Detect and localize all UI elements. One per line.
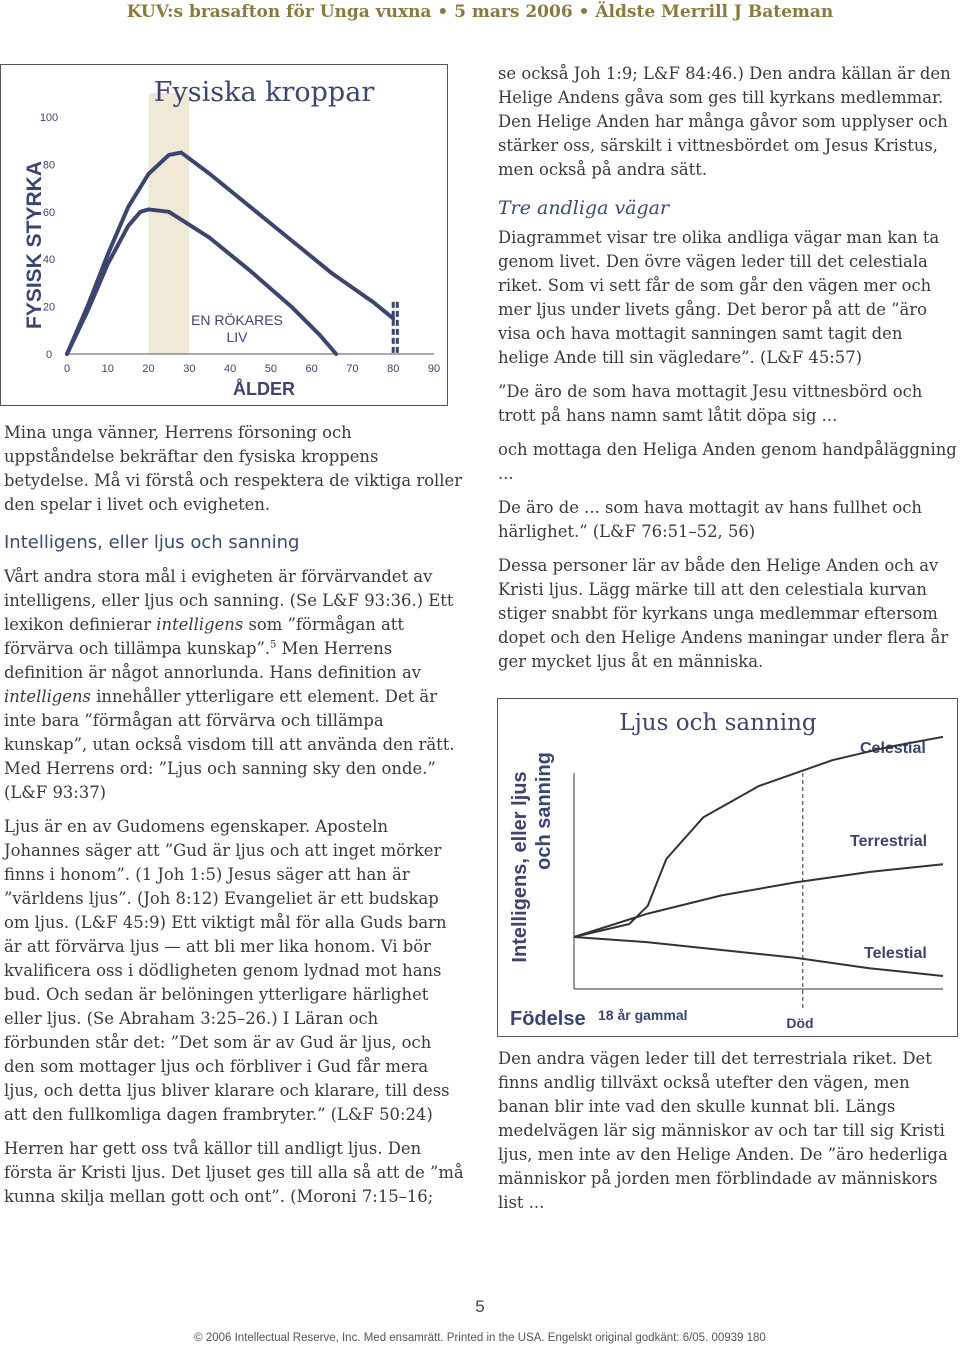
intelligence-paragraph: Vårt andra stora mål i evigheten är förvärvandet av intelligens, eller ljus och sanning. (Se L&F 93:36.) Ett lexikon definierar intelligens som ”förmågan att förvärva och tillämpa kunskap”.$^5$ Men Herrens definition är något annorlunda. Hans definition av intelligens innehåller ytterligare ett element. Det är inte bara ”förmågan att förvärva och tillämpa kunskap”, utan också visdom till att använda den rätt. Med Herrens ord: ”Ljus och sanning sky den onde.” (L&F 93:37) xyxy=(4,567,455,802)
chart1-svg xyxy=(1,65,449,407)
y-tick-label: 0 xyxy=(45,349,53,361)
terrestrial-paragraph: Den andra vägen leder till det terrestriala riket. Det finns andlig tillväxt också utefter den vägen, men banan blir inte vad den skulle kunnat bli. Längs medelvägen lär sig människor av och tar till sig Kristi ljus, men inte av den Helige Anden. De ”äro hederliga människor på jorden men förblindade av människors list ... xyxy=(498,1049,948,1212)
continuation-paragraph: se också Joh 1:9; L&F 84:46.) Den andra källan är den Helige Andens gåva som ges till kyrkans medlemmar. Den Helige Anden har många gåvor som upplyser och stärker oss, särskilt i vittnesbördet om Jesus Kristus, men också på andra sätt. xyxy=(498,64,951,179)
running-header: KUV:s brasafton för Unga vuxna • 5 mars 2006 • Äldste Merrill J Bateman xyxy=(126,2,834,22)
copyright-line: © 2006 Intellectual Reserve, Inc. Med ensamrätt. Printed in the USA. Engelskt original godkänt: 6/05. 00939 180 xyxy=(194,1332,766,1344)
section-heading-paths: Tre andliga vägar xyxy=(498,197,670,219)
chart1-ylabel: FYSISK STYRKA xyxy=(23,160,46,330)
terrestrial-curve xyxy=(574,864,943,937)
telestial-label: Telestial xyxy=(864,945,927,962)
quote-2: och mottaga den Heliga Anden genom handpåläggning ... xyxy=(498,440,957,483)
chart2-title: Ljus och sanning xyxy=(619,710,817,736)
x-tick-label: 60 xyxy=(305,363,318,375)
x-tick-label: 90 xyxy=(427,363,441,375)
chart2-ylabel-line1: Intelligens, eller ljus xyxy=(509,771,531,963)
section-heading-intelligence: Intelligens, eller ljus och sanning xyxy=(4,532,300,553)
age-18-label: 18 år gammal xyxy=(598,1007,688,1023)
celestial-paragraph: Dessa personer lär av både den Helige Anden och av Kristi ljus. Lägg märke till att den celestiala kurvan stiger snabbt för kyrkans unga medlemmar eftersom dopet och den Helige Andens maningar under flera år ger mycket ljus åt en människa. xyxy=(498,556,949,671)
light-paragraph: Ljus är en av Gudomens egenskaper. Aposteln Johannes säger att ”Gud är ljus och att inget mörker finns i honom”. (1 Joh 1:5) Jesus säger att han är ”världens ljus”. (Joh 8:12) Evangeliet är ett budskap om ljus. (L&F 45:9) Ett viktigt mål för alla Guds barn är att förvärva ljus — att bli mer lika honom. Vi bör kvalificera oss i dödligheten genom lydnad mot hans bud. Och sedan är belöningen ytterligare härlighet eller ljus. (Se Abraham 3:25–26.) I Läran och förbunden står det: ”Det som är av Gud är ljus, och den som mottager ljus och förbliver i Gud får mera ljus, och detta ljus bliver klarare och klarare, till dess att den fullkomliga dagen frambryter.” (L&F 50:24) xyxy=(4,817,450,1124)
y-tick-label: 20 xyxy=(42,301,56,314)
quote-3: De äro de ... som hava mottagit av hans fullhet och härlighet.” (L&F 76:51–52, 56) xyxy=(498,498,922,541)
paths-paragraph: Diagrammet visar tre olika andliga vägar man kan ta genom livet. Den övre vägen leder till det celestiala riket. Som vi sett får de som går den vägen mer och mer ljus under livets gång. Det beror på att de ”äro visa och hava mottagit sanningen samt tagit den helige Ande till sin vägledare”. (L&F 45:57) xyxy=(498,228,940,367)
x-tick-label: 40 xyxy=(223,363,237,375)
intro-paragraph: Mina unga vänner, Herrens försoning och uppståndelse bekräftar den fysiska kroppens betydelse. Må vi förstå och respektera de viktiga roller den spelar i livet och evigheten. xyxy=(4,423,463,514)
right-column xyxy=(498,62,958,674)
celestial-label: Celestial xyxy=(860,740,926,757)
x-tick-label: 70 xyxy=(346,363,359,375)
chart1-title: Fysiska kroppar xyxy=(153,77,375,108)
birth-label: Födelse xyxy=(510,1008,586,1030)
chart2-ylabel-line2: och sanning xyxy=(533,752,555,870)
y-tick-label: 80 xyxy=(42,159,56,172)
chart2-svg xyxy=(498,699,959,1038)
smoker-label: EN RÖKARES LIV xyxy=(191,312,283,345)
quote-1: ”De äro de som hava mottagit Jesu vittnesbörd och trott på hans namn samt låtit döpa sig ... xyxy=(498,382,923,425)
terrestrial-paragraph-block xyxy=(498,1047,958,1215)
x-tick-label: 50 xyxy=(264,363,278,375)
age-band-highlight xyxy=(149,93,190,354)
chart1-xlabel: ÅLDER xyxy=(233,379,295,399)
chart-fysiska-kroppar xyxy=(0,64,448,406)
page-number: 5 xyxy=(475,1297,485,1316)
chart-ljus-och-sanning xyxy=(497,698,958,1037)
x-tick-label: 10 xyxy=(101,363,114,375)
sources-paragraph: Herren har gett oss två källor till andligt ljus. Den första är Kristi ljus. Det ljuset ges till alla så att de ”må kunna skilja mellan gott och ont”. (Moroni 7:15–16; xyxy=(4,1139,464,1206)
smoker-curve xyxy=(67,209,336,354)
x-tick-label: 0 xyxy=(63,363,71,375)
y-tick-label: 60 xyxy=(42,206,56,219)
x-tick-label: 30 xyxy=(183,363,196,375)
left-column xyxy=(4,421,464,1209)
x-tick-label: 80 xyxy=(387,363,400,375)
x-tick-label: 20 xyxy=(142,363,155,375)
terrestrial-label: Terrestrial xyxy=(850,833,928,850)
y-tick-label: 40 xyxy=(42,254,56,267)
death-label: Död xyxy=(786,1015,814,1031)
y-tick-label: 100 xyxy=(39,112,59,124)
